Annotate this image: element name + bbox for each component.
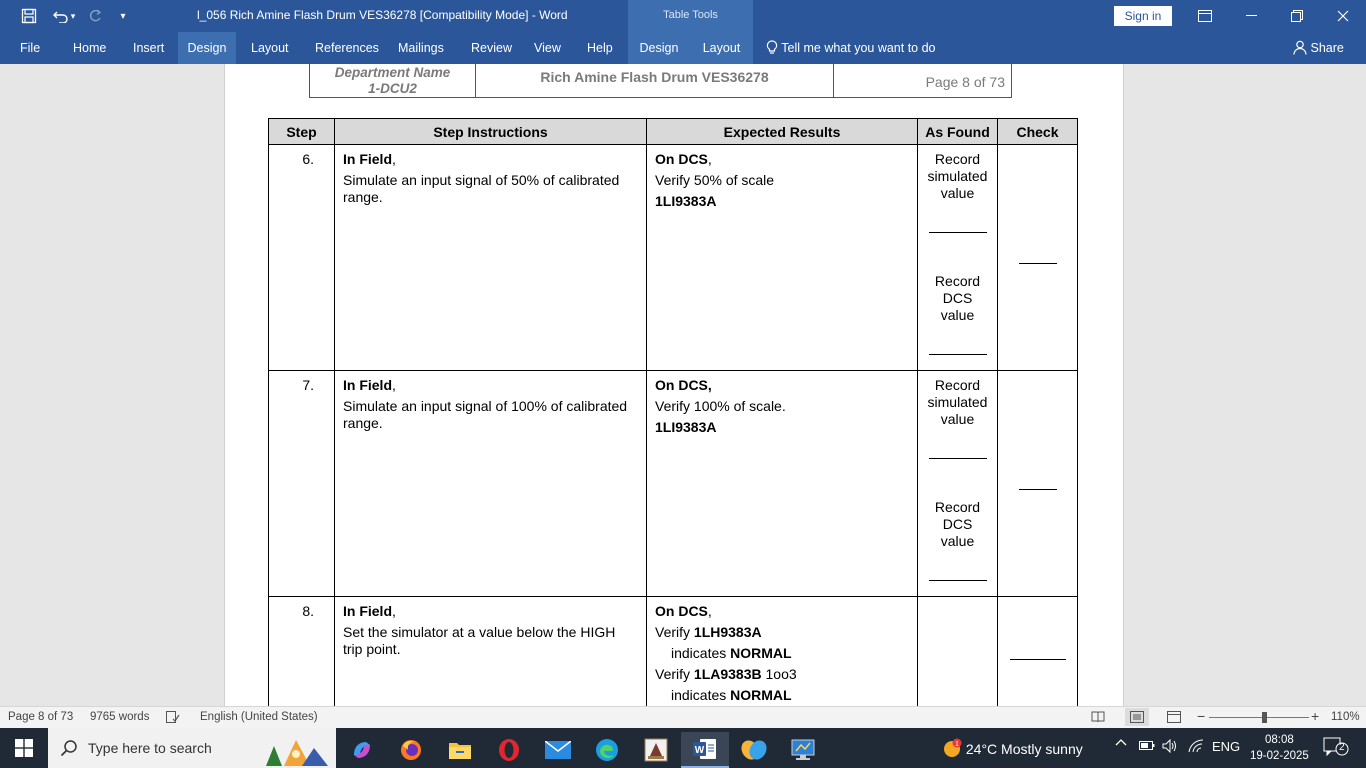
search-icon [60,739,78,762]
header-document-title: Rich Amine Flash Drum VES36278 [476,64,834,98]
as-found-label: value [940,185,975,201]
dcs-value-blank[interactable] [929,580,987,581]
check-blank[interactable] [1019,263,1057,264]
procedure-table[interactable] [268,118,1078,706]
volume-icon[interactable] [1162,739,1178,756]
page-header-table [309,64,1012,98]
minimize-button[interactable] [1228,0,1274,32]
word-count[interactable]: 9765 words [90,711,150,723]
page-count[interactable]: Page 8 of 73 [8,711,74,723]
document-area[interactable] [0,64,1366,706]
simulated-value-blank[interactable] [929,232,987,233]
result-tag: 1LI9383A [655,193,717,209]
as-found-label: simulated [927,168,988,184]
tab-mailings[interactable]: Mailings [398,41,444,55]
windows-start-icon[interactable] [0,728,48,768]
header-page-number: Page 8 of 73 [834,64,1012,98]
as-found-label: value [940,411,975,427]
file-explorer-icon[interactable] [436,732,484,768]
edge-icon[interactable] [583,732,631,768]
result-text: Verify 100% of scale. [655,398,786,414]
expected-results-cell[interactable] [647,371,918,597]
copilot-icon[interactable] [338,732,386,768]
indicates-label: indicates [671,687,731,703]
lightbulb-icon [766,41,781,55]
opera-icon[interactable] [485,732,533,768]
check-cell[interactable] [998,371,1078,597]
verify-label: Verify [655,624,694,640]
verify-label: Verify [655,666,694,682]
restore-button[interactable] [1274,0,1320,32]
notifications-icon[interactable] [1323,736,1349,759]
header-expected-results: Expected Results [647,119,918,145]
check-cell[interactable] [998,597,1078,707]
ribbon-display-options-icon[interactable] [1182,0,1228,32]
tab-help[interactable]: Help [587,41,613,55]
instruction-location: In Field [343,151,392,167]
result-comma: , [707,151,712,167]
system-clock[interactable] [1250,732,1309,764]
as-found-label: value [940,307,975,323]
notification-count: 2 [1339,742,1345,753]
customize-qat-icon[interactable]: ▾ [120,10,126,22]
header-step-instructions: Step Instructions [335,119,647,145]
instruction-text: Simulate an input signal of 50% of calibrated range. [343,172,620,205]
instruction-comma: , [392,151,396,167]
expected-results-cell[interactable] [647,597,918,707]
firefox-icon[interactable] [387,732,435,768]
svg-text:1: 1 [955,741,959,748]
header-department-name: Department Name [334,65,451,80]
instruction-comma: , [392,603,396,619]
step-number[interactable]: 8. [269,597,335,707]
battery-icon[interactable] [1139,739,1155,754]
wifi-icon[interactable] [1188,739,1204,756]
tab-design[interactable]: Design [178,32,236,64]
result-text: Verify 50% of scale [655,172,775,188]
app-icon[interactable] [632,732,680,768]
tab-table-layout[interactable]: Layout [690,32,753,64]
share-label: Share [1310,41,1344,55]
clock-date: 19-02-2025 [1250,750,1309,762]
web-layout-icon[interactable] [1167,711,1181,726]
as-found-label: Record [934,499,981,515]
result-tag: 1LI9383A [655,419,717,435]
ribbon-tabs [0,32,1366,64]
weather-text: 24°C Mostly sunny [965,741,1083,757]
as-found-label: Record [934,151,981,167]
person-icon [1293,41,1310,55]
remote-desktop-icon[interactable] [779,732,827,768]
zoom-slider[interactable] [1209,717,1309,718]
window-title: l_056 Rich Amine Flash Drum VES36278 [Compatibility Mode] - Word [197,8,568,22]
photos-icon[interactable] [730,732,778,768]
simulated-value-blank[interactable] [929,458,987,459]
tab-layout[interactable]: Layout [251,41,289,55]
proofing-icon[interactable] [166,711,180,726]
table-tools-label: Table Tools [663,9,718,21]
as-found-label: Record [934,377,981,393]
verify-tag: 1LH9383A [693,624,762,640]
table-header-row [269,119,1078,145]
status-bar [0,706,1366,728]
word-taskbar-icon[interactable] [681,732,729,768]
search-highlight-icon[interactable] [258,736,332,768]
weather-widget[interactable] [942,738,1083,758]
header-step: Step [269,119,335,145]
indicates-value: NORMAL [730,687,792,703]
taskbar [0,728,1366,768]
mail-icon[interactable] [534,732,582,768]
check-blank[interactable] [1010,659,1066,660]
zoom-slider-thumb[interactable] [1262,712,1267,723]
taskbar-search-input[interactable] [48,728,336,768]
tab-table-design[interactable]: Design [628,32,690,64]
as-found-cell[interactable] [918,371,998,597]
print-layout-icon[interactable] [1125,708,1149,726]
step-instructions-cell[interactable] [335,145,647,371]
redo-icon [80,0,110,32]
tab-review[interactable]: Review [471,41,512,55]
instruction-location: In Field [343,603,392,619]
read-mode-icon[interactable] [1091,711,1105,726]
expected-results-cell[interactable] [647,145,918,371]
dcs-value-blank[interactable] [929,354,987,355]
as-found-label: simulated [927,394,988,410]
check-blank[interactable] [1019,489,1057,490]
verify-suffix: 1oo3 [761,666,797,682]
instruction-comma: , [392,377,396,393]
sun-icon [942,741,966,757]
table-row[interactable] [269,145,1078,371]
tab-references[interactable]: References [315,41,379,55]
svg-text:W: W [694,745,705,756]
sign-in-button[interactable]: Sign in [1114,6,1172,26]
as-found-label: DCS [942,516,973,532]
result-location: On DCS [655,603,708,619]
tab-view[interactable]: View [534,41,561,55]
verify-tag: 1LA9383B [693,666,762,682]
header-check: Check [998,119,1078,145]
check-cell[interactable] [998,145,1078,371]
as-found-label: value [940,533,975,549]
result-comma: , [707,603,712,619]
as-found-cell[interactable] [918,145,998,371]
table-row[interactable] [269,371,1078,597]
input-language[interactable]: ENG [1212,739,1241,754]
as-found-label: DCS [942,290,973,306]
share-button[interactable] [1293,32,1344,64]
header-department-unit: 1-DCU2 [368,81,417,96]
close-button[interactable] [1320,0,1366,32]
zoom-out-icon[interactable]: − [1197,708,1206,724]
tab-home[interactable]: Home [73,41,107,55]
indicates-label: indicates [671,645,731,661]
zoom-level[interactable]: 110% [1331,711,1360,723]
instruction-location: In Field [343,377,392,393]
header-department [310,64,476,98]
instruction-text: Simulate an input signal of 100% of calibrated range. [343,398,628,431]
search-placeholder: Type here to search [88,740,212,756]
step-number[interactable]: 7. [269,371,335,597]
header-as-found: As Found [918,119,998,145]
save-icon[interactable] [14,0,44,32]
indicates-value: NORMAL [730,645,792,661]
result-location: On DCS [655,151,708,167]
tell-me-search[interactable] [766,32,936,64]
tell-me-label: Tell me what you want to do [781,41,936,55]
instruction-text: Set the simulator at a value below the HIGH trip point. [343,624,616,657]
undo-dropdown-icon[interactable]: ▾ [70,10,76,21]
as-found-cell[interactable] [918,597,998,707]
step-instructions-cell[interactable] [335,597,647,707]
tab-insert[interactable]: Insert [133,41,165,55]
chevron-up-icon[interactable] [1115,737,1127,752]
step-instructions-cell[interactable] [335,371,647,597]
title-bar [0,0,1366,32]
zoom-in-icon[interactable]: + [1311,708,1320,724]
clock-time: 08:08 [1265,734,1294,746]
as-found-label: Record [934,273,981,289]
result-location: On DCS, [655,377,712,393]
step-number[interactable]: 6. [269,145,335,371]
table-row[interactable] [269,597,1078,707]
tab-file[interactable]: File [20,41,41,55]
language-status[interactable]: English (United States) [200,711,318,723]
